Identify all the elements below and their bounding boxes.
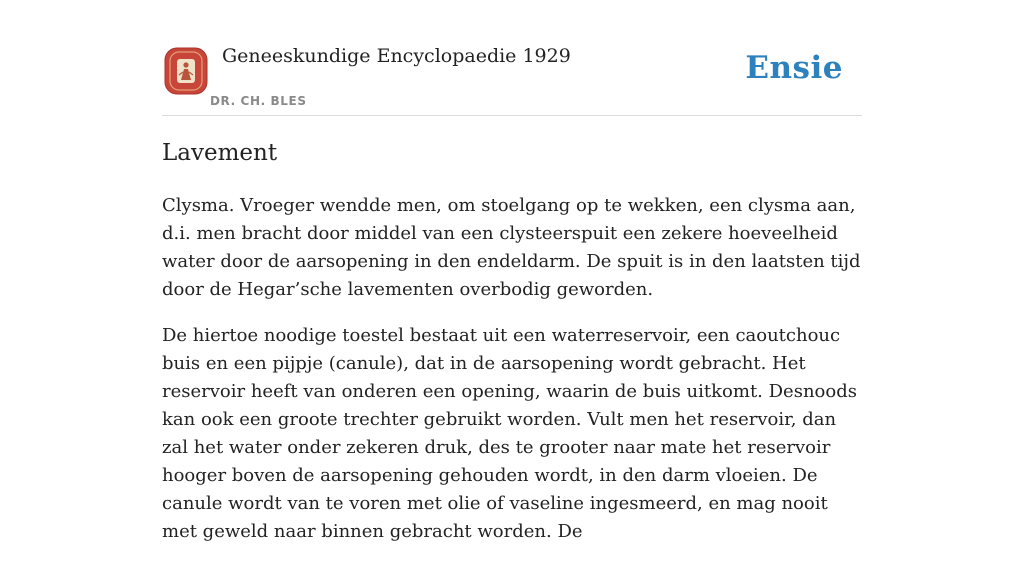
article-title: Lavement xyxy=(162,140,278,166)
article-body xyxy=(162,192,862,564)
encyclopedia-book-cover-icon[interactable] xyxy=(164,47,208,95)
ensie-logo-link[interactable]: Ensie xyxy=(745,50,843,86)
page xyxy=(162,0,862,542)
article-paragraph: Clysma. Vroeger wendde men, om stoelgang op te wekken, een clysma aan, d.i. men bracht door middel van een clysteerspuit een zekere hoeveelheid water door de aarsopening in den endeldarm. De spuit is in den laatsten tijd door de Hegar’sche lavementen overbodig geworden. xyxy=(162,195,861,300)
author-name[interactable]: DR. CH. BLES xyxy=(210,94,307,108)
article-paragraph: De hiertoe noodige toestel bestaat uit een waterreservoir, een caoutchouc buis en een pijpje (canule), dat in de aarsopening wordt gebracht. Het reservoir heeft van onderen een opening, waarin de buis uitkomt. Desnoods kan ook een groote trechter gebruikt worden. Vult men het reservoir, dan zal het water onder zekeren druk, des te grooter naar mate het reservoir hooger boven de aarsopening gehouden wordt, in den darm vloeien. De canule wordt van te voren met olie of vaseline ingesmeerd, en mag nooit met geweld naar binnen gebracht worden. De xyxy=(162,325,857,542)
header xyxy=(162,0,862,116)
source-title[interactable]: Geneeskundige Encyclopaedie 1929 xyxy=(222,45,571,67)
